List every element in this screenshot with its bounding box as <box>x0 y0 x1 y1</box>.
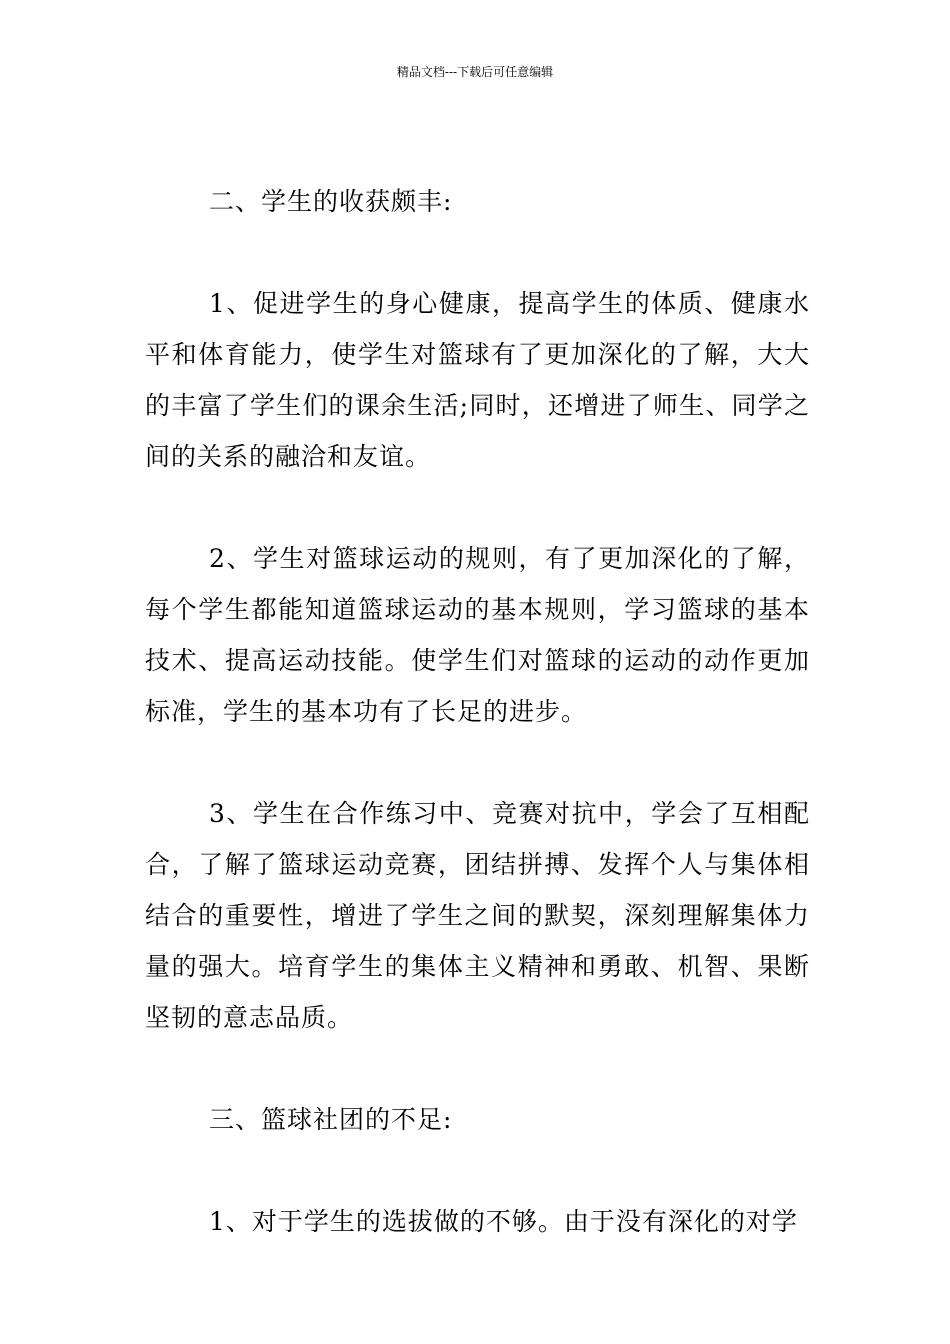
section-heading-shortcomings: 三、篮球社团的不足: <box>209 1105 453 1134</box>
paragraph-gains-1: 1、促进学生的身心健康，提高学生的体质、健康水平和体育能力，使学生对篮球有了更加深化的了解，大大的丰富了学生们的课余生活;同时，还增进了师生、同学之间的关系的融洽和友谊。 <box>145 289 810 471</box>
page-header: 精品文档---下载后可任意编辑 <box>396 65 554 79</box>
document-body <box>145 176 810 1298</box>
paragraph-shortcomings-1: 1、对于学生的选拔做的不够。由于没有深化的对学 <box>209 1207 798 1236</box>
paragraph-gains-2: 2、学生对篮球运动的规则，有了更加深化的了解，每个学生都能知道篮球运动的基本规则，学习篮球的基本技术、提高运动技能。使学生们对篮球的运动的动作更加标准，学生的基本功有了长足的进步。 <box>145 544 810 726</box>
section-heading-gains: 二、学生的收获颇丰: <box>209 187 453 216</box>
paragraph-gains-3: 3、学生在合作练习中、竞赛对抗中，学会了互相配合，了解了篮球运动竞赛，团结拼搏、发挥个人与集体相结合的重要性，增进了学生之间的默契，深刻理解集体力量的强大。培育学生的集体主义精神和勇敢、机智、果断坚韧的意志品质。 <box>145 799 810 1032</box>
